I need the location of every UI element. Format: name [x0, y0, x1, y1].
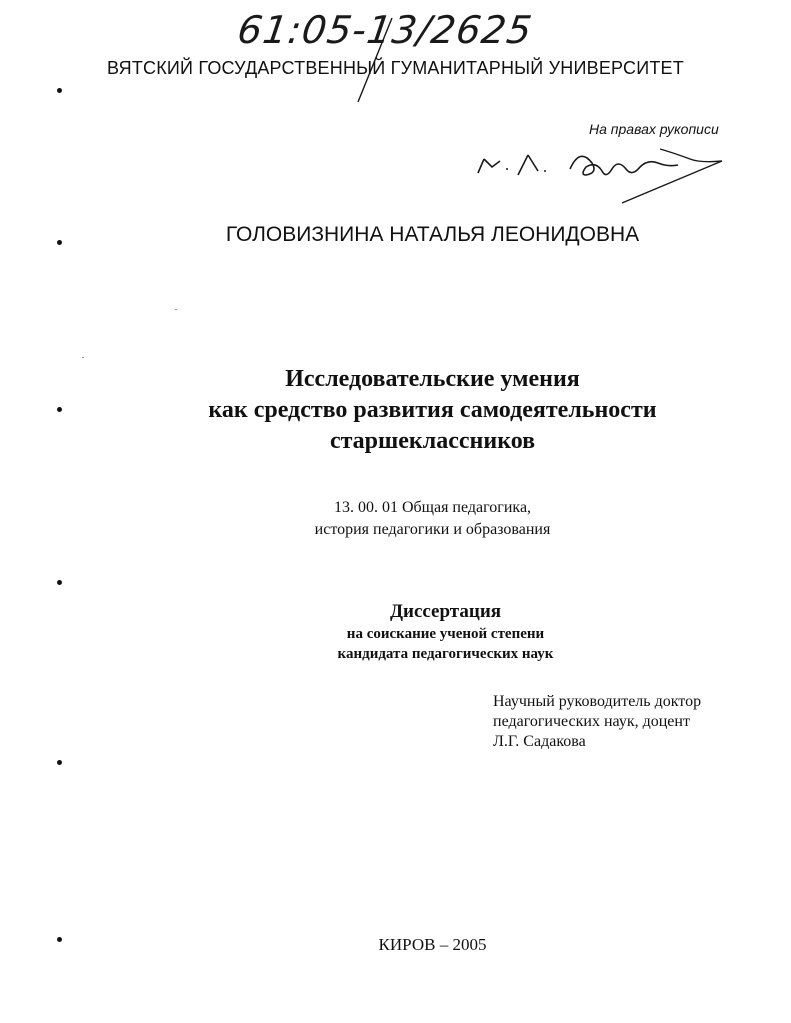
handwritten-signature — [470, 125, 740, 215]
specialty — [0, 497, 791, 541]
title-line: Исследовательские умения — [285, 366, 580, 392]
supervisor-line: Научный руководитель доктор — [493, 693, 702, 710]
supervisor-block — [493, 692, 701, 752]
rights-note: На правах рукописи — [589, 121, 719, 137]
scan-speck — [175, 309, 177, 310]
title-line: старшеклассников — [329, 428, 536, 454]
degree-block — [0, 600, 791, 664]
punch-hole-mark — [57, 407, 62, 412]
specialty-line: 13. 00. 01 Общая педагогика, — [333, 499, 532, 516]
degree-line: кандидата педагогических наук — [337, 646, 554, 662]
author-name: ГОЛОВИЗНИНА НАТАЛЬЯ ЛЕОНИДОВНА — [225, 223, 640, 246]
punch-hole-mark — [57, 240, 62, 245]
supervisor-line: Л.Г. Садакова — [493, 733, 586, 750]
university-name: ВЯТСКИЙ ГОСУДАРСТВЕННЫЙ ГУМАНИТАРНЫЙ УНИВЕРСИТЕТ — [107, 58, 684, 78]
dissertation-heading: Диссертация — [389, 601, 502, 622]
punch-hole-mark — [57, 580, 62, 585]
city-year: КИРОВ – 2005 — [378, 935, 487, 954]
scan-speck — [82, 357, 84, 358]
archive-code-handwritten: 61:05-13/2625 — [234, 8, 536, 52]
supervisor-line: педагогических наук, доцент — [493, 713, 690, 730]
punch-hole-mark — [57, 88, 62, 93]
specialty-line: история педагогики и образования — [314, 521, 551, 538]
punch-hole-mark — [57, 937, 62, 942]
dissertation-title — [0, 364, 791, 457]
degree-line: на соискание ученой степени — [346, 626, 545, 642]
punch-hole-mark — [57, 760, 62, 765]
title-line: как средство развития самодеятельности — [208, 397, 657, 423]
